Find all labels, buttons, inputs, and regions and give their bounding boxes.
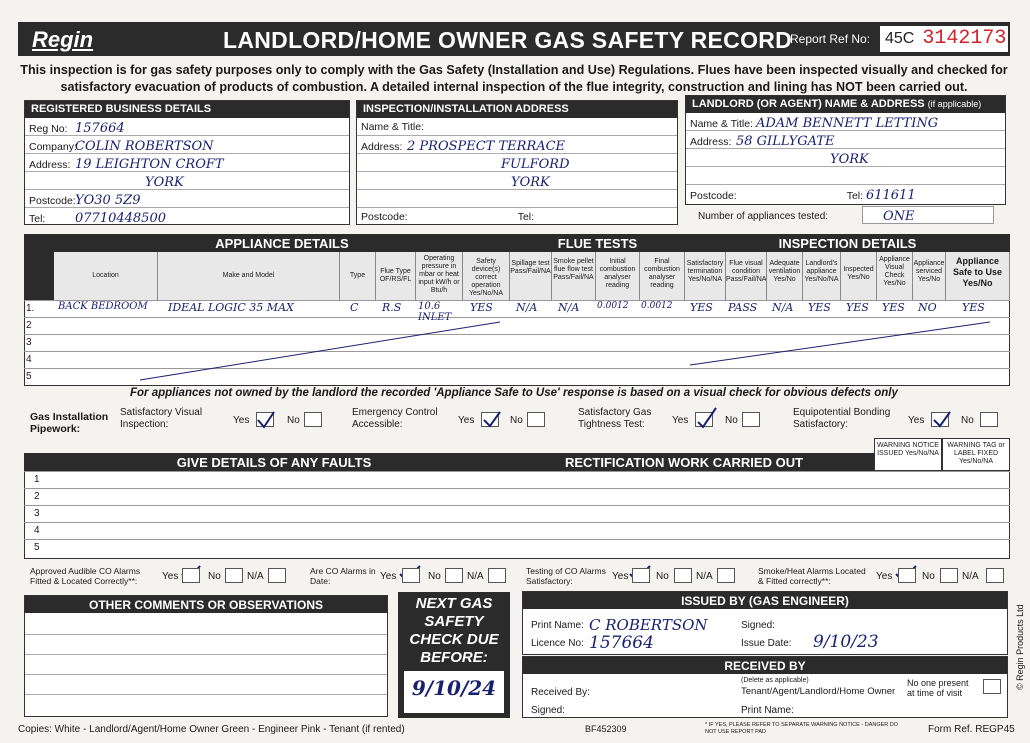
issued-by-box: ISSUED BY (GAS ENGINEER) Print Name: C ROBERTSON Licence No: 157664 Signed: Issue Date: 9/10/23	[522, 591, 1008, 655]
row1-location[interactable]: BACK BEDROOM	[58, 301, 148, 312]
company-value[interactable]: COLIN ROBERTSON	[75, 139, 214, 154]
next-check-box: NEXT GAS SAFETY CHECK DUE BEFORE: 9/10/24	[398, 592, 510, 718]
col-landlords: Landlord's appliance Yes/No/NA	[803, 252, 841, 300]
col-visual-check: Appliance Visual Check Yes/No	[877, 252, 913, 300]
landlord-address-row: Address: 58 GILLYGATE	[686, 131, 1005, 149]
company-row: Company:COLIN ROBERTSON	[25, 136, 349, 154]
warning-notice-col: WARNING NOTICE ISSUED Yes/No/NA	[874, 438, 942, 471]
pipework-label: Gas Installation Pipework:	[30, 411, 109, 435]
issue-date[interactable]: 9/10/23	[813, 632, 879, 652]
col-ventilation: Adequate ventilation Yes/No	[767, 252, 803, 300]
rectification-heading: RECTIFICATION WORK CARRIED OUT	[494, 453, 874, 471]
co-testing-na-checkbox[interactable]	[717, 568, 735, 583]
landlord-tel-value[interactable]: 611611	[865, 188, 916, 203]
smoke-alarm-label: Smoke/Heat Alarms Located & Fitted correctly**:	[758, 566, 866, 586]
row1-ventilation[interactable]: N/A	[772, 301, 794, 314]
col-location: Location	[54, 252, 158, 300]
row1-landlords[interactable]: YES	[808, 301, 831, 314]
visual-check-note: For appliances not owned by the landlord the recorded 'Appliance Safe to Use' response is based on a visual check for obvious defects only	[130, 387, 898, 399]
comments-heading: OTHER COMMENTS OR OBSERVATIONS	[25, 596, 387, 613]
col-pressure: Operating pressure in mbar or heat input kW/h or Btu/h	[416, 252, 463, 300]
reg-row: Reg No: 157664	[25, 118, 349, 136]
row1-pressure[interactable]: 10.6 INLET	[418, 301, 452, 323]
co-date-label: Are CO Alarms in Date:	[310, 566, 376, 586]
row-number: 4	[26, 354, 32, 365]
form-title: LANDLORD/HOME OWNER GAS SAFETY RECORD	[223, 27, 793, 53]
row1-safe-to-use[interactable]: YES	[962, 301, 985, 314]
gas-safety-record-form: Regin LANDLORD/HOME OWNER GAS SAFETY RECORD Report Ref No: 45C 3142173 This inspection is for gas safety purposes only to comply with the Gas Safety (Installation and Use) Regulations. Flues have been inspected visually and checked for satisfactory evacuation of products of combustion. A detailed internal inspection of the flue integrity, construction and lining has NOT been carried out. REGISTERED BUSINESS DETAILS Reg No: 157664 Company:COLIN ROBERTSON Address: 19 LEIGHTON CROFT YORK Postcode:YO30 5Z9 Tel: 07710448500 INSPECTION/INSTALLATION ADDRESS Name & Title: Address: 2 PROSPECT TERRACE FULFORD YORK Postcode: Tel: LANDLORD (OR AGENT) NAME & ADDRESS (if applicable) Name & Title: ADAM BENNETT LETTING Address: 58 GILLYGATE YORK Postcode: Tel: 611611 Number of appliances tested: ONE APPLIANCE DETAILS FLUE TESTS INSPECTION DETAILS Location Make and Model Type Flue Type OF/RS/FL Operating pressure in mbar or heat input kW/h or Btu/h Safety device(s) correct operation Yes/No/NA Spillage test Pass/Fail/NA Smoke pellet flue flow test Pass/Fail/NA Initial combustion analyser reading Final combustion analyser reading Satisfactory termination Yes/No/NA Flue visual condition Pass/Fail/NA Adequate ventilation Yes/No Landlord's appliance Yes/No/NA Inspected Yes/No Appliance Visual Check Yes/No Appliance serviced Yes/No Appliance Safe to Use Yes/No 1. 2 3 4 5 BACK BEDROOM IDEAL LOGIC 35 MAX C R.S 10.6 INLET YES N/A N/A 0.0012 0.0012 YES PASS N/A YES YES YES NO YES For appliances not owned by the landlord the recorded 'Appliance Safe to Use' response is based on a visual check for obvious defects only Gas Installation Pipework: Satisfactory Visual Inspection: Yes No Emergency Control Accessible: Yes No Satisfactory Gas Tightness Test: Yes No Equipotential Bonding Satisfactory: Yes No GIVE DETAILS OF ANY FAULTS RECTIFICATION WORK CARRIED OUT WARNING NOTICE ISSUED Yes/No/NA WARNING TAG or LABEL FIXED Yes/No/NA 1 2 3 4 5 Approved Audible CO Alarms Fitted & Located Correctly**: Yes No N/A Are CO Alarms in Date: Yes No N/A Testing of CO Alarms Satisfactory: Yes No N/A Smoke/Heat Alarms Located & Fitted correctly**: Yes No N/A OTHER COMMENTS OR OBSERVATIONS NEXT GAS SAFETY CHECK DUE BEFORE: 9/10/24 ISSUED BY (GAS ENGINEER) Print Name: C ROBERTSON Licence No: 157664 Signed: Issue Date: 9/10/23 RECEIVED BY Received By: (Delete as applicable) Tenant/Agent/Landlord/Home Owner No one present at time of visit Signed: Print Name: Copies: White - Landlord/Agent/Home Owner Green - Engineer Pink - Tenant (if rented) BF452309 * IF YES, PLEASE REFER TO SEPARATE WARNING NOTICE - DANGER DO NOT USE REPORT PAD Form Ref. REGP45 © Regin Products Ltd	[0, 0, 1030, 743]
visual-inspection-label: Satisfactory Visual Inspection:	[120, 407, 203, 430]
engineer-print-name[interactable]: C ROBERTSON	[589, 616, 708, 634]
row1-visual-check[interactable]: YES	[882, 301, 905, 314]
co-testing-no-checkbox[interactable]	[674, 568, 692, 583]
warning-tag-col: WARNING TAG or LABEL FIXED Yes/No/NA	[942, 438, 1010, 471]
landlord-name-value[interactable]: ADAM BENNETT LETTING	[755, 116, 939, 131]
smoke-yes-checkbox[interactable]	[898, 568, 916, 583]
co-fitted-na-checkbox[interactable]	[268, 568, 286, 583]
row1-type[interactable]: C	[350, 301, 359, 314]
form-code: BF452309	[585, 724, 627, 734]
landlord-name-row: Name & Title: ADAM BENNETT LETTING	[686, 113, 1005, 131]
landlord-address-value-2[interactable]: YORK	[830, 152, 869, 167]
col-inspected: Inspected Yes/No	[841, 252, 877, 300]
inspection-heading: INSPECTION/INSTALLATION ADDRESS	[357, 101, 677, 118]
warning-footnote: * IF YES, PLEASE REFER TO SEPARATE WARNING NOTICE - DANGER DO NOT USE REPORT PAD	[705, 722, 899, 735]
faults-heading: GIVE DETAILS OF ANY FAULTS	[54, 453, 494, 471]
row1-termination[interactable]: YES	[690, 301, 713, 314]
row1-make-model[interactable]: IDEAL LOGIC 35 MAX	[168, 301, 294, 314]
row1-smoke[interactable]: N/A	[558, 301, 580, 314]
co-fitted-yes-checkbox[interactable]	[182, 568, 200, 583]
comments-box	[24, 595, 388, 717]
landlord-postcode-row: Postcode: Tel: 611611	[690, 188, 916, 203]
appliances-tested-label: Number of appliances tested:	[698, 211, 829, 222]
co-date-na-checkbox[interactable]	[488, 568, 506, 583]
appliances-tested-value: ONE	[883, 209, 915, 224]
co-date-yes-checkbox[interactable]	[402, 568, 420, 583]
landlord-address-value[interactable]: 58 GILLYGATE	[736, 134, 835, 149]
insp-address-row: Address: 2 PROSPECT TERRACE	[357, 136, 677, 154]
co-date-no-checkbox[interactable]	[445, 568, 463, 583]
row-number: 2	[26, 320, 32, 331]
smoke-no-checkbox[interactable]	[940, 568, 958, 583]
insp-name-row: Name & Title:	[357, 118, 677, 136]
col-smoke: Smoke pellet flue flow test Pass/Fail/NA	[552, 252, 596, 300]
row1-flue-visual[interactable]: PASS	[728, 301, 758, 314]
co-testing-yes-checkbox[interactable]	[632, 568, 650, 583]
business-heading: REGISTERED BUSINESS DETAILS	[25, 101, 349, 118]
bonding-label: Equipotential Bonding Satisfactory:	[793, 407, 891, 430]
address-value[interactable]: 19 LEIGHTON CROFT	[75, 157, 224, 172]
row1-flue-type[interactable]: R.S	[382, 301, 402, 314]
col-termination: Satisfactory termination Yes/No/NA	[685, 252, 726, 300]
report-prefix: 45C	[885, 30, 915, 47]
row1-inspected[interactable]: YES	[846, 301, 869, 314]
form-ref: Form Ref. REGP45	[928, 724, 1015, 735]
insp-address-value-2[interactable]: FULFORD	[501, 157, 570, 172]
issued-heading: ISSUED BY (GAS ENGINEER)	[523, 592, 1007, 609]
landlord-heading: LANDLORD (OR AGENT) NAME & ADDRESS (if applicable)	[686, 96, 1005, 113]
tel-row: Tel: 07710448500	[29, 211, 166, 226]
col-make-model: Make and Model	[158, 252, 340, 300]
row1-spillage[interactable]: N/A	[516, 301, 538, 314]
co-fitted-no-checkbox[interactable]	[225, 568, 243, 583]
tel-value[interactable]: 07710448500	[75, 211, 166, 226]
received-by-box: RECEIVED BY Received By: (Delete as applicable) Tenant/Agent/Landlord/Home Owner No one present at time of visit Signed: Print Name:	[522, 656, 1008, 718]
reg-value[interactable]: 157664	[75, 121, 125, 136]
row-number: 5	[26, 371, 32, 382]
col-initial: Initial combustion analyser reading	[596, 252, 640, 300]
row1-serviced[interactable]: NO	[918, 301, 937, 314]
tightness-label: Satisfactory Gas Tightness Test:	[578, 407, 652, 430]
engineer-licence-no[interactable]: 157664	[589, 633, 654, 653]
postcode-value[interactable]: YO30 5Z9	[75, 193, 141, 208]
emergency-control-label: Emergency Control Accessible:	[352, 407, 438, 430]
copyright-note: © Regin Products Ltd	[1015, 604, 1025, 690]
address-value-2[interactable]: YORK	[145, 175, 184, 190]
smoke-na-checkbox[interactable]	[986, 568, 1004, 583]
copies-note: Copies: White - Landlord/Agent/Home Owner Green - Engineer Pink - Tenant (if rented)	[18, 724, 405, 735]
insp-postcode-row: Postcode: Tel:	[361, 211, 535, 223]
regin-logo: Regin	[32, 27, 94, 52]
inspection-details-heading: INSPECTION DETAILS	[685, 234, 1010, 252]
col-final: Final combustion analyser reading	[640, 252, 685, 300]
report-ref-label: Report Ref No:	[790, 32, 871, 46]
next-check-date-field[interactable]	[404, 671, 504, 713]
no-one-present-checkbox[interactable]	[983, 679, 1001, 694]
co-testing-label: Testing of CO Alarms Satisfactory:	[526, 566, 606, 586]
col-safety: Safety device(s) correct operation Yes/No/NA	[463, 252, 510, 300]
row1-safety[interactable]: YES	[470, 301, 493, 314]
received-heading: RECEIVED BY	[523, 657, 1007, 674]
col-serviced: Appliance serviced Yes/No	[913, 252, 946, 300]
intro-text: This inspection is for gas safety purposes only to comply with the Gas Safety (Installation and Use) Regulations. Flues have been inspected visually and checked for satisfactory evacuation of products of combustion. A detailed internal inspection of the flue integrity, construction and lining has NOT been carried out.	[20, 63, 1008, 94]
report-number: 3142173	[922, 27, 1007, 50]
col-safe-to-use: Appliance Safe to Use Yes/No	[946, 252, 1010, 300]
row-number: 3	[26, 337, 32, 348]
postcode-row: Postcode:YO30 5Z9	[25, 190, 349, 208]
col-spillage: Spillage test Pass/Fail/NA	[510, 252, 552, 300]
row-number: 1.	[26, 303, 35, 314]
col-flue-visual: Flue visual condition Pass/Fail/NA	[726, 252, 767, 300]
col-type: Type	[340, 252, 376, 300]
next-check-date: 9/10/24	[411, 676, 497, 700]
insp-address-value-3[interactable]: YORK	[511, 175, 550, 190]
appliance-details-heading: APPLIANCE DETAILS	[54, 234, 510, 252]
flue-tests-heading: FLUE TESTS	[510, 234, 685, 252]
address-row: Address: 19 LEIGHTON CROFT	[25, 154, 349, 172]
insp-address-value[interactable]: 2 PROSPECT TERRACE	[407, 139, 566, 154]
col-flue-type: Flue Type OF/RS/FL	[376, 252, 416, 300]
row1-final[interactable]: 0.0012	[641, 301, 673, 311]
co-fitted-label: Approved Audible CO Alarms Fitted & Located Correctly**:	[30, 566, 141, 586]
row1-initial[interactable]: 0.0012	[597, 301, 629, 311]
